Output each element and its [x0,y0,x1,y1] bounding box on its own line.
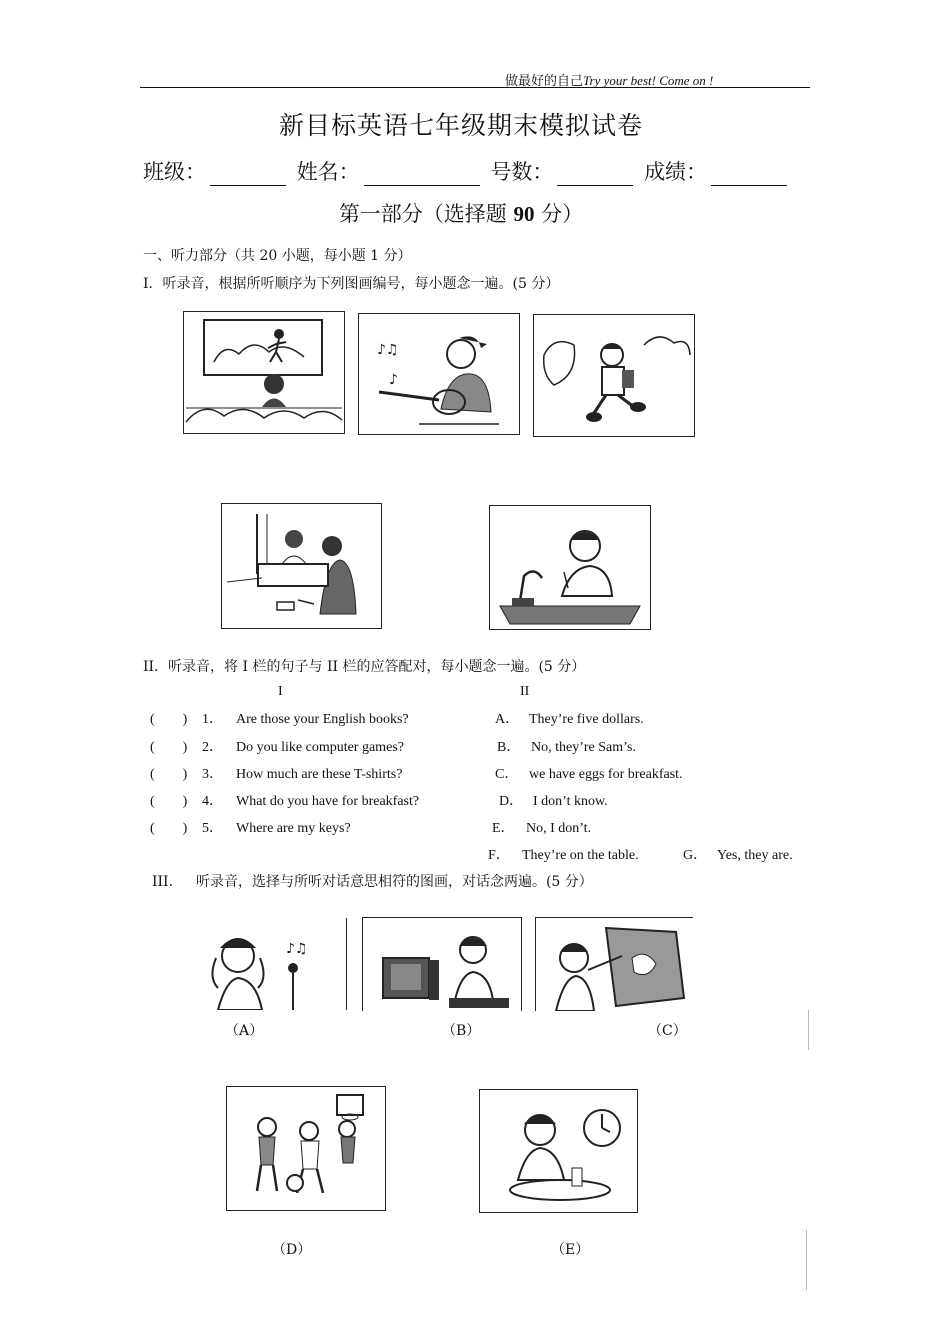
part1-heading [0,198,922,228]
part-iii-instruction: 听录音，选择与所听对话意思相符的图画，对话念两遍。(5 分） [195,874,593,890]
answer-option [495,763,683,783]
picture-lost-and-found [221,503,382,629]
svg-text:♪♫: ♪♫ [286,941,308,957]
option-text: No, they’re Sam’s. [531,740,636,755]
question-number: 4． [202,794,223,809]
answer-option [495,708,644,728]
answer-blank[interactable]: ( ) [150,712,188,727]
question-text: What do you have for breakfast? [236,794,420,809]
question-text: How much are these T-shirts? [236,767,403,782]
student-info-line [143,156,791,186]
question-row [150,708,409,728]
score-label: 成绩： [644,160,708,184]
question-number: 2． [202,740,223,755]
question-text: Are those your English books? [236,712,409,727]
section1-title: 一、听力部分（共 20 小题，每小题 1 分） [143,248,412,264]
class-field[interactable] [210,161,286,186]
caption-b: （B） [442,1023,481,1039]
part1-score: 90 [513,202,535,226]
caption-a: （A） [225,1023,264,1039]
question-row [150,817,351,837]
name-field[interactable] [364,161,480,186]
caption-d: （D） [272,1242,312,1258]
part-i-instruction: I．听录音，根据所听顺序为下列图画编号，每小题念一遍。(5 分） [143,276,560,292]
answer-blank[interactable]: ( ) [150,794,188,809]
motto-cn: 做最好的自己 [505,74,584,89]
answer-blank[interactable]: ( ) [150,821,188,836]
picture-stage-show [183,311,345,434]
name-label: 姓名： [296,160,360,184]
col1-header: I [278,684,283,699]
question-row [150,790,419,810]
picture-d-boys-basketball [226,1086,386,1211]
option-text: They’re on the table. [522,848,639,863]
part-ii-instruction: II．听录音，将 I 栏的句子与 II 栏的应答配对，每小题念一遍。(5 分） [143,659,586,675]
score-field[interactable] [711,161,787,186]
svg-text:♪♫: ♪♫ [377,342,399,358]
answer-option [492,817,591,837]
option-letter: G． [683,848,708,863]
picture-c-boy-drawing [535,917,693,1011]
picture-boy-studying [489,505,651,630]
picture-boy-running [533,314,695,437]
option-text: They’re five dollars. [529,712,644,727]
caption-c: （C） [648,1023,687,1039]
question-number: 5． [202,821,223,836]
option-letter: F． [488,848,510,863]
answer-option [488,844,639,864]
option-text: Yes, they are. [717,848,793,863]
option-text: No, I don’t. [526,821,592,836]
option-letter: B． [497,740,521,755]
option-letter: D． [499,794,524,809]
number-label: 号数： [490,160,554,184]
svg-text:♪: ♪ [389,372,398,388]
motto-en: Try your best! Come on ! [583,73,714,88]
picture-b-girl-computer [362,917,522,1011]
question-text: Where are my keys? [236,821,351,836]
caption-e: （E） [551,1242,590,1258]
question-row [150,736,404,756]
option-text: we have eggs for breakfast. [529,767,683,782]
part1-suffix: 分） [534,202,584,226]
question-row [150,763,402,783]
answer-blank[interactable]: ( ) [150,767,188,782]
option-letter: A． [495,712,520,727]
option-letter: C． [495,767,519,782]
answer-blank[interactable]: ( ) [150,740,188,755]
margin-line-2 [806,1230,807,1290]
col2-header: II [520,684,530,699]
part-iii-num: III． [152,874,183,890]
option-letter: E． [492,821,515,836]
question-text: Do you like computer games? [236,740,404,755]
number-field[interactable] [557,161,633,186]
part-iii-instruction-row [152,871,593,891]
picture-girl-guitar [358,313,520,435]
page-title: 新目标英语七年级期末模拟试卷 [278,111,643,140]
answer-option [683,844,793,864]
part1-prefix: 第一部分（选择题 [338,202,514,226]
question-number: 1． [202,712,223,727]
class-label: 班级： [143,160,206,184]
answer-option [497,736,636,756]
header-rule [140,87,810,88]
answer-option [499,790,608,810]
margin-line [808,1010,809,1050]
picture-e-boy-breakfast [479,1089,638,1213]
option-text: I don’t know. [533,794,608,809]
question-number: 3． [202,767,223,782]
picture-a-girl-singing [188,918,347,1010]
